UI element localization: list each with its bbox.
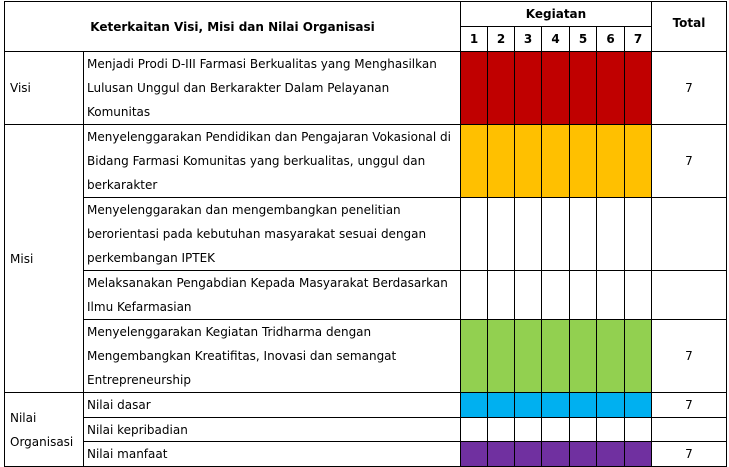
- statement-line: Mengembangkan Kreatifitas, Inovasi dan semangat: [87, 349, 397, 363]
- kegiatan-cell: [542, 320, 570, 393]
- table-title: Keterkaitan Visi, Misi dan Nilai Organisasi: [5, 2, 461, 52]
- activity-number: 2: [488, 27, 515, 52]
- kegiatan-cell: [597, 52, 625, 125]
- misi-row: [5, 320, 727, 393]
- kegiatan-cell: [625, 418, 652, 442]
- statement-line: Menyelenggarakan Kegiatan Tridharma dengan: [87, 325, 372, 339]
- statement-line: Menjadi Prodi D-III Farmasi Berkualitas yang Menghasilkan: [87, 57, 437, 71]
- kegiatan-cell: [461, 271, 488, 320]
- kegiatan-cell: [461, 52, 488, 125]
- nilai-row: [5, 442, 727, 467]
- category-label-line: Nilai: [10, 410, 37, 425]
- misi-row: [5, 125, 727, 198]
- total-cell: 7: [652, 52, 727, 125]
- kegiatan-cell: [488, 271, 515, 320]
- kegiatan-cell: [597, 393, 625, 418]
- visi-row: [5, 52, 727, 125]
- kegiatan-cell: [542, 271, 570, 320]
- kegiatan-cell: [625, 320, 652, 393]
- statement-cell: [84, 442, 461, 467]
- statement-line: Ilmu Kefarmasian: [87, 300, 192, 314]
- statement-line: berkarakter: [87, 178, 158, 192]
- kegiatan-cell: [515, 125, 542, 198]
- kegiatan-cell: [488, 52, 515, 125]
- kegiatan-cell: [542, 52, 570, 125]
- misi-category-label: Misi: [5, 125, 84, 393]
- statement-line: Lulusan Unggul dan Berkarakter Dalam Pelayanan Komunitas: [87, 81, 390, 119]
- kegiatan-cell: [461, 442, 488, 467]
- statement-cell: [84, 393, 461, 418]
- total-cell: [652, 198, 727, 271]
- kegiatan-cell: [625, 271, 652, 320]
- statement-cell: [84, 198, 461, 271]
- kegiatan-cell: [597, 418, 625, 442]
- kegiatan-cell: [570, 198, 597, 271]
- table-body: [5, 2, 727, 467]
- kegiatan-cell: [597, 198, 625, 271]
- kegiatan-cell: [488, 418, 515, 442]
- kegiatan-cell: [570, 52, 597, 125]
- kegiatan-cell: [515, 442, 542, 467]
- total-cell: [652, 418, 727, 442]
- statement-line: Entrepreneurship: [87, 373, 191, 387]
- kegiatan-cell: [597, 125, 625, 198]
- kegiatan-header: Kegiatan: [461, 2, 652, 27]
- total-header: Total: [652, 2, 727, 52]
- statement-line: Melaksanakan Pengabdian Kepada Masyarakat Berdasarkan: [87, 276, 448, 290]
- activity-number: 1: [461, 27, 488, 52]
- visi-category-label: Visi: [5, 52, 84, 125]
- kegiatan-cell: [515, 198, 542, 271]
- kegiatan-cell: [542, 442, 570, 467]
- kegiatan-cell: [488, 393, 515, 418]
- kegiatan-cell: [461, 393, 488, 418]
- kegiatan-cell: [597, 442, 625, 467]
- kegiatan-cell: [625, 442, 652, 467]
- total-cell: [652, 271, 727, 320]
- kegiatan-cell: [625, 125, 652, 198]
- kegiatan-cell: [625, 393, 652, 418]
- statement-cell: [84, 125, 461, 198]
- misi-row: [5, 271, 727, 320]
- kegiatan-cell: [542, 418, 570, 442]
- kegiatan-cell: [515, 393, 542, 418]
- kegiatan-cell: [542, 198, 570, 271]
- kegiatan-cell: [625, 198, 652, 271]
- activity-number: 4: [542, 27, 570, 52]
- activity-number: 7: [625, 27, 652, 52]
- misi-row: [5, 198, 727, 271]
- kegiatan-cell: [597, 271, 625, 320]
- total-cell: 7: [652, 393, 727, 418]
- statement-cell: [84, 418, 461, 442]
- nilai-row: [5, 418, 727, 442]
- kegiatan-cell: [488, 320, 515, 393]
- nilai-row: [5, 393, 727, 418]
- header-row: [5, 2, 727, 27]
- statement-line: Nilai kepribadian: [87, 422, 188, 437]
- kegiatan-cell: [570, 442, 597, 467]
- kegiatan-cell: [570, 271, 597, 320]
- statement-line: perkembangan IPTEK: [87, 251, 216, 265]
- kegiatan-cell: [461, 320, 488, 393]
- kegiatan-cell: [488, 125, 515, 198]
- kegiatan-cell: [542, 125, 570, 198]
- statement-line: Menyelenggarakan Pendidikan dan Pengajaran Vokasional di: [87, 130, 451, 144]
- kegiatan-cell: [461, 125, 488, 198]
- statement-line: Bidang Farmasi Komunitas yang berkualitas, unggul dan: [87, 154, 426, 168]
- kegiatan-cell: [542, 393, 570, 418]
- kegiatan-cell: [570, 320, 597, 393]
- kegiatan-cell: [570, 393, 597, 418]
- statement-cell: [84, 271, 461, 320]
- kegiatan-cell: [597, 320, 625, 393]
- kegiatan-cell: [515, 418, 542, 442]
- total-cell: 7: [652, 320, 727, 393]
- total-cell: 7: [652, 125, 727, 198]
- statement-line: berorientasi pada kebutuhan masyarakat sesuai dengan: [87, 227, 427, 241]
- kegiatan-cell: [570, 125, 597, 198]
- kegiatan-cell: [515, 271, 542, 320]
- statement-cell: [84, 320, 461, 393]
- total-cell: 7: [652, 442, 727, 467]
- statement-line: Nilai manfaat: [87, 447, 168, 461]
- activity-number: 5: [570, 27, 597, 52]
- statement-line: Nilai dasar: [87, 398, 151, 412]
- kegiatan-cell: [515, 320, 542, 393]
- kegiatan-cell: [461, 198, 488, 271]
- kegiatan-cell: [461, 418, 488, 442]
- kegiatan-cell: [488, 442, 515, 467]
- activity-number: 3: [515, 27, 542, 52]
- statement-cell: [84, 52, 461, 125]
- activity-number: 6: [597, 27, 625, 52]
- kegiatan-cell: [515, 52, 542, 125]
- category-label-line: Organisasi: [10, 434, 74, 449]
- statement-line: Menyelenggarakan dan mengembangkan penelitian: [87, 203, 401, 217]
- kegiatan-cell: [625, 52, 652, 125]
- kegiatan-cell: [570, 418, 597, 442]
- alignment-matrix-table: [4, 1, 727, 467]
- kegiatan-cell: [488, 198, 515, 271]
- nilai-category-label: [5, 393, 84, 467]
